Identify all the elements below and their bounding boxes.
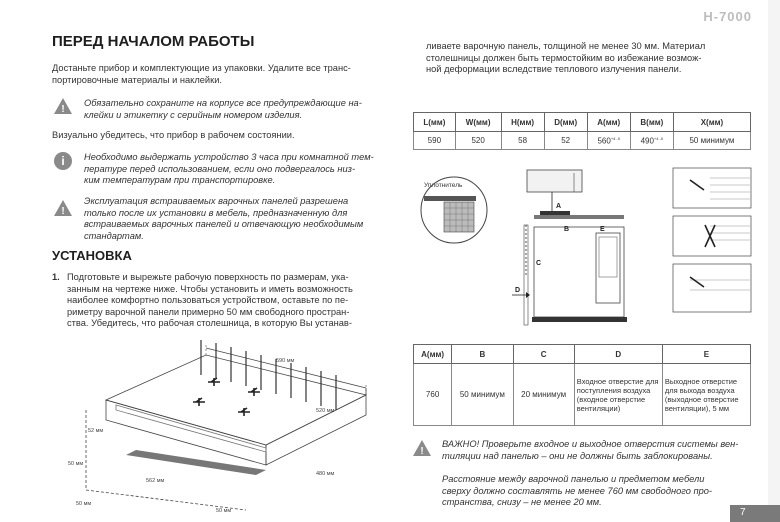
text-line: портировочные материалы и наклейки.	[52, 74, 222, 85]
countertop-paragraph	[426, 41, 705, 76]
dim-label-590: 590 мм	[276, 358, 295, 364]
svg-text:!: !	[61, 206, 65, 217]
text-line: странства, снизу – не менее 20 мм.	[442, 497, 602, 507]
label-e: E	[600, 226, 605, 233]
cell	[630, 132, 673, 150]
dim-label-562: 562 мм	[146, 478, 165, 484]
paragraph-check: Визуально убедитесь, что прибор в рабочем состоянии.	[52, 130, 295, 140]
svg-text:!: !	[420, 446, 424, 457]
col-header: A(мм)	[587, 113, 630, 132]
text-line: Достаньте прибор и комплектующие из упаковки. Удалите все транс-	[52, 63, 351, 73]
info-note-temperature	[84, 152, 374, 187]
svg-text:!: !	[61, 104, 65, 115]
seal-detail-drawing	[412, 170, 497, 245]
dim-label-52: 52 мм	[88, 428, 104, 434]
text-line: Обязательно сохраните на корпусе все предупреждающие на-	[84, 98, 362, 108]
dimensions-table	[413, 112, 751, 150]
text-line: Эксплуатация встраиваемых варочных панелей разрешена	[84, 196, 349, 206]
label-c: C	[536, 260, 542, 267]
cell: 50 минимум	[673, 132, 750, 150]
text-line: Подготовьте и вырежьте рабочую поверхность по размерам, ука-	[67, 272, 349, 282]
ventilation-table	[413, 344, 751, 426]
col-header: E	[662, 345, 750, 364]
table-row	[414, 364, 751, 426]
section-title-before-use: ПЕРЕД НАЧАЛОМ РАБОТЫ	[52, 33, 255, 50]
installation-steps-drawing	[670, 165, 754, 315]
text-line: встраиваемых варочных панелей и отвечающую необходимым	[84, 219, 364, 229]
text-line: ства. Убедитесь, что рабочая столешница, в которую Вы устанав-	[67, 318, 352, 328]
col-header: D	[574, 345, 662, 364]
model-label: H-7000	[703, 9, 752, 24]
cell: 20 минимум	[513, 364, 574, 426]
warning-icon	[412, 439, 432, 457]
text-line: ВАЖНО! Проверьте входное и выходное отверстия системы вен-	[442, 439, 739, 449]
label-d: D	[515, 287, 521, 294]
dim-label-50b: 50 мм	[76, 501, 92, 507]
table-header-row	[414, 345, 751, 364]
col-header: W(мм)	[455, 113, 501, 132]
label-b: B	[564, 226, 570, 233]
list-number: 1.	[52, 272, 60, 282]
col-header: B(мм)	[630, 113, 673, 132]
col-header: A(мм)	[414, 345, 452, 364]
cell: Выходное отверстие для выхода воздуха (выходное отверстие вентиляции), 5 мм	[662, 364, 750, 426]
table-row	[414, 132, 751, 150]
warning-note-installation	[84, 196, 363, 242]
cell: 58	[501, 132, 544, 150]
tolerance: +4 -0	[610, 135, 621, 141]
cell: 760	[414, 364, 452, 426]
col-header: C	[513, 345, 574, 364]
installation-paragraph	[67, 272, 353, 330]
cell: 52	[544, 132, 587, 150]
text-line: занным на чертеже ниже. Чтобы установить и иметь возможность	[67, 283, 353, 294]
text-line: стандартам.	[84, 230, 144, 241]
dim-label-50a: 50 мм	[68, 461, 84, 467]
info-icon: i	[54, 152, 72, 170]
section-title-installation: УСТАНОВКА	[52, 248, 132, 263]
cell-value: 490	[640, 136, 654, 146]
text-line: пературе перед использованием, если оно подвергалось низ-	[84, 163, 356, 174]
col-header: L(мм)	[414, 113, 456, 132]
page-number: 7	[740, 507, 746, 518]
important-note-ventilation	[442, 439, 738, 462]
cell: 590	[414, 132, 456, 150]
tolerance: +4 -0	[653, 135, 664, 141]
col-header: X(мм)	[673, 113, 750, 132]
text-line: риметру варочной панели примерно 50 мм свободного простран-	[67, 306, 350, 317]
cutout-isometric-drawing	[66, 340, 386, 515]
cell: 520	[455, 132, 501, 150]
dim-label-520: 520 мм	[316, 408, 335, 414]
label-a: A	[556, 203, 562, 210]
text-line: наиболее комфортно пользоваться устройством, оставьте по пе-	[67, 295, 349, 305]
text-line: только после их установки в мебель, предназначенную для	[84, 207, 348, 218]
seal-label: Уплотнитель	[424, 182, 463, 189]
note-distance	[442, 474, 712, 509]
text-line: Расстояние между варочной панелью и предметом мебели	[442, 474, 705, 484]
col-header: D(мм)	[544, 113, 587, 132]
cell: 50 минимум	[452, 364, 513, 426]
text-line: тиляции над панелью – они не должны быть заблокированы.	[442, 450, 713, 461]
col-header: H(мм)	[501, 113, 544, 132]
paragraph-unpack	[52, 63, 351, 86]
text-line: ной деформации вследствие теплового излучения панели.	[426, 64, 682, 74]
dim-label-50c: 50 мм	[216, 508, 232, 514]
text-line: ким температурам при транспортировке.	[84, 175, 276, 185]
text-line: ливаете варочную панель, толщиной не менее 30 мм. Материал	[426, 41, 706, 51]
warning-icon	[53, 97, 73, 115]
page-number-bar	[730, 505, 780, 522]
col-header: B	[452, 345, 513, 364]
cell: Входное отверстие для поступления воздуха (входное отверстие вентиляции)	[574, 364, 662, 426]
cell-value: 560	[597, 136, 611, 146]
warning-note-labels	[84, 98, 362, 121]
dim-label-480: 480 мм	[316, 471, 335, 477]
text-line: Необходимо выдержать устройство 3 часа при комнатной тем-	[84, 152, 374, 162]
text-line: сверху должно составлять не менее 760 мм свободного про-	[442, 485, 713, 496]
table-header-row	[414, 113, 751, 132]
text-line: столешницы должен быть термостойким во избежание возмож-	[426, 52, 702, 63]
page-edge-strip	[768, 0, 780, 522]
text-line: клейки и этикетку с серийным номером изделия.	[84, 109, 303, 120]
warning-icon	[53, 199, 73, 217]
cell	[587, 132, 630, 150]
installation-cross-section	[512, 165, 630, 335]
